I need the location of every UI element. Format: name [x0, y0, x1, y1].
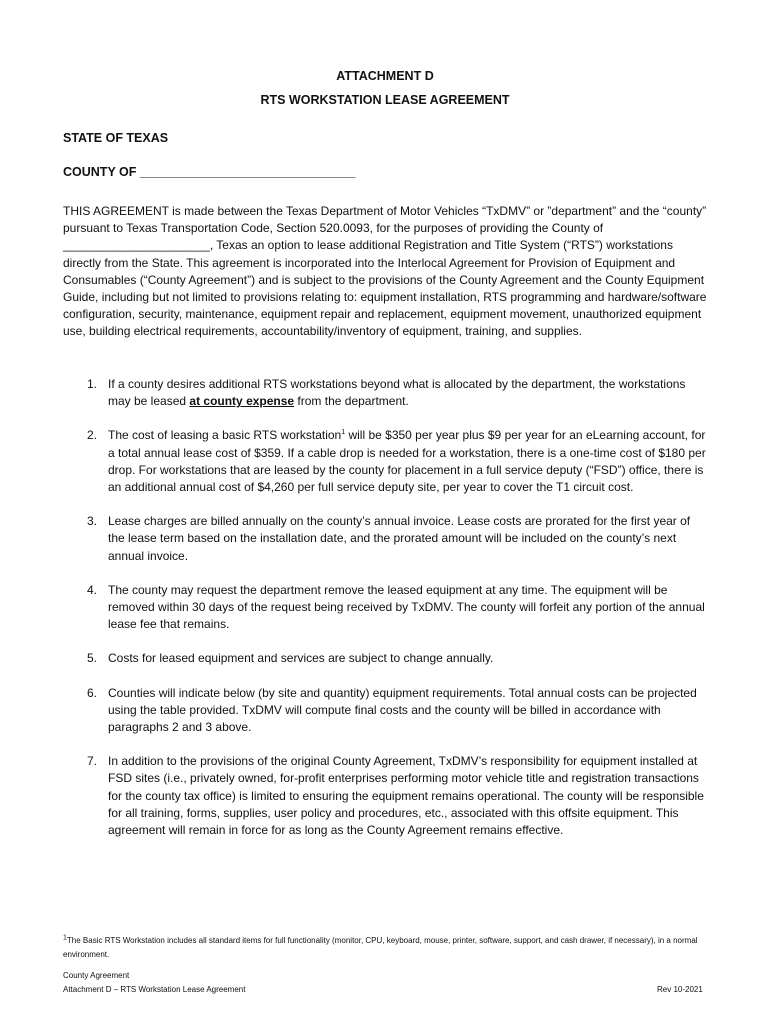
list-item — [63, 427, 708, 496]
footnote-ref: 1 — [341, 429, 346, 437]
item-text-part: The cost of leasing a basic RTS workstation — [108, 428, 342, 443]
item-text — [108, 376, 708, 410]
item-text — [108, 427, 708, 496]
list-item — [63, 582, 708, 634]
item-number: 7. — [86, 754, 97, 769]
footnote-mark: 1 — [63, 934, 67, 942]
footnote-text: The Basic RTS Workstation includes all standard items for full functionality (monitor, CPU, keyboard, mouse, printer, software, support, and cash drawer, if necessary), in a normal environment. — [63, 936, 698, 959]
list-item — [63, 513, 708, 565]
item-text: Counties will indicate below (by site and quantity) equipment requirements. Total annual costs can be projected using the table provided. TxDMV will compute final costs and the county will be billed in accordance with paragraphs 2 and 3 above. — [108, 685, 697, 735]
item-number: 5. — [86, 651, 97, 666]
list-item — [63, 753, 708, 839]
terms-list — [63, 376, 708, 856]
item-text: Costs for leased equipment and services are subject to change annually. — [108, 651, 494, 666]
item-number: 2. — [86, 428, 97, 443]
county-line: COUNTY OF _______________________________ — [63, 165, 356, 179]
item-number: 3. — [86, 514, 97, 529]
attachment-heading: ATTACHMENT D — [336, 69, 434, 83]
footer-line-1: County Agreement — [63, 971, 130, 980]
item-number: 1. — [86, 377, 97, 391]
item-text: The county may request the department remove the leased equipment at any time. The equipment will be removed within 30 days of the request being received by TxDMV. The county will forfeit any portion of the annual lease fee that remains. — [108, 582, 705, 632]
footnote — [63, 934, 708, 962]
item-number: 6. — [86, 685, 97, 700]
item-text-part: from the department. — [294, 394, 409, 409]
item-text: In addition to the provisions of the original County Agreement, TxDMV’s responsibility for equipment installed at FSD sites (i.e., privately owned, for-profit enterprises performing motor vehicle title and registration transactions for the county tax office) is limited to ensuring the equipment remains operational. The county will be responsible for all training, forms, supplies, user policy and procedures, etc., associated with this offsite equipment. This agreement will remain in force for as long as the County Agreement remains effective. — [108, 754, 704, 838]
footer-revision: Rev 10-2021 — [657, 985, 703, 994]
footer-line-2: Attachment D – RTS Workstation Lease Agreement — [63, 985, 246, 994]
item-text-part: will be $350 per year plus $9 per year for an eLearning account, for a total annual lease cost of $359. If a cable drop is needed for a workstation, there is a one-time cost of $180 per drop. For workstations that are leased by the county for placement in a full service deputy (“FSD”) office, there is an additional annual cost of $4,260 per full service deputy site, per year to cover the T1 circuit cost. — [108, 428, 706, 495]
state-line: STATE OF TEXAS — [63, 131, 169, 145]
agreement-title: RTS WORKSTATION LEASE AGREEMENT — [260, 93, 510, 107]
item-text-part: If a county desires additional RTS workstations beyond what is allocated by the department, the workstations may be leased — [108, 377, 686, 409]
emphasis-text: at county expense — [189, 394, 295, 409]
list-item — [63, 650, 708, 667]
item-number: 4. — [86, 582, 97, 597]
item-text: Lease charges are billed annually on the county’s annual invoice. Lease costs are prorated for the first year of the lease term based on the installation date, and the prorated amount will be included on the county’s next annual invoice. — [108, 514, 691, 563]
list-item — [63, 685, 708, 737]
intro-paragraph: THIS AGREEMENT is made between the Texas Department of Motor Vehicles “TxDMV” or ”department” and the “county” pursuant to Texas Transportation Code, Section 520.0093, for the purposes of providing the County of ______________________, Texas an option to lease additional Registration and Title System (“RTS”) workstations directly from the State. This agreement is incorporated into the Interlocal Agreement for Provision of Equipment and Consumables (“County Agreement”) and is subject to the provisions of the County Agreement and the County Equipment Guide, including but not limited to provisions relating to: equipment installation, RTS programming and hardware/software configuration, security, maintenance, equipment repair and replacement, equipment movement, unauthorized equipment use, building electrical requirements, accountability/inventory of equipment, training, and supplies. — [63, 204, 707, 339]
list-item — [63, 376, 708, 410]
